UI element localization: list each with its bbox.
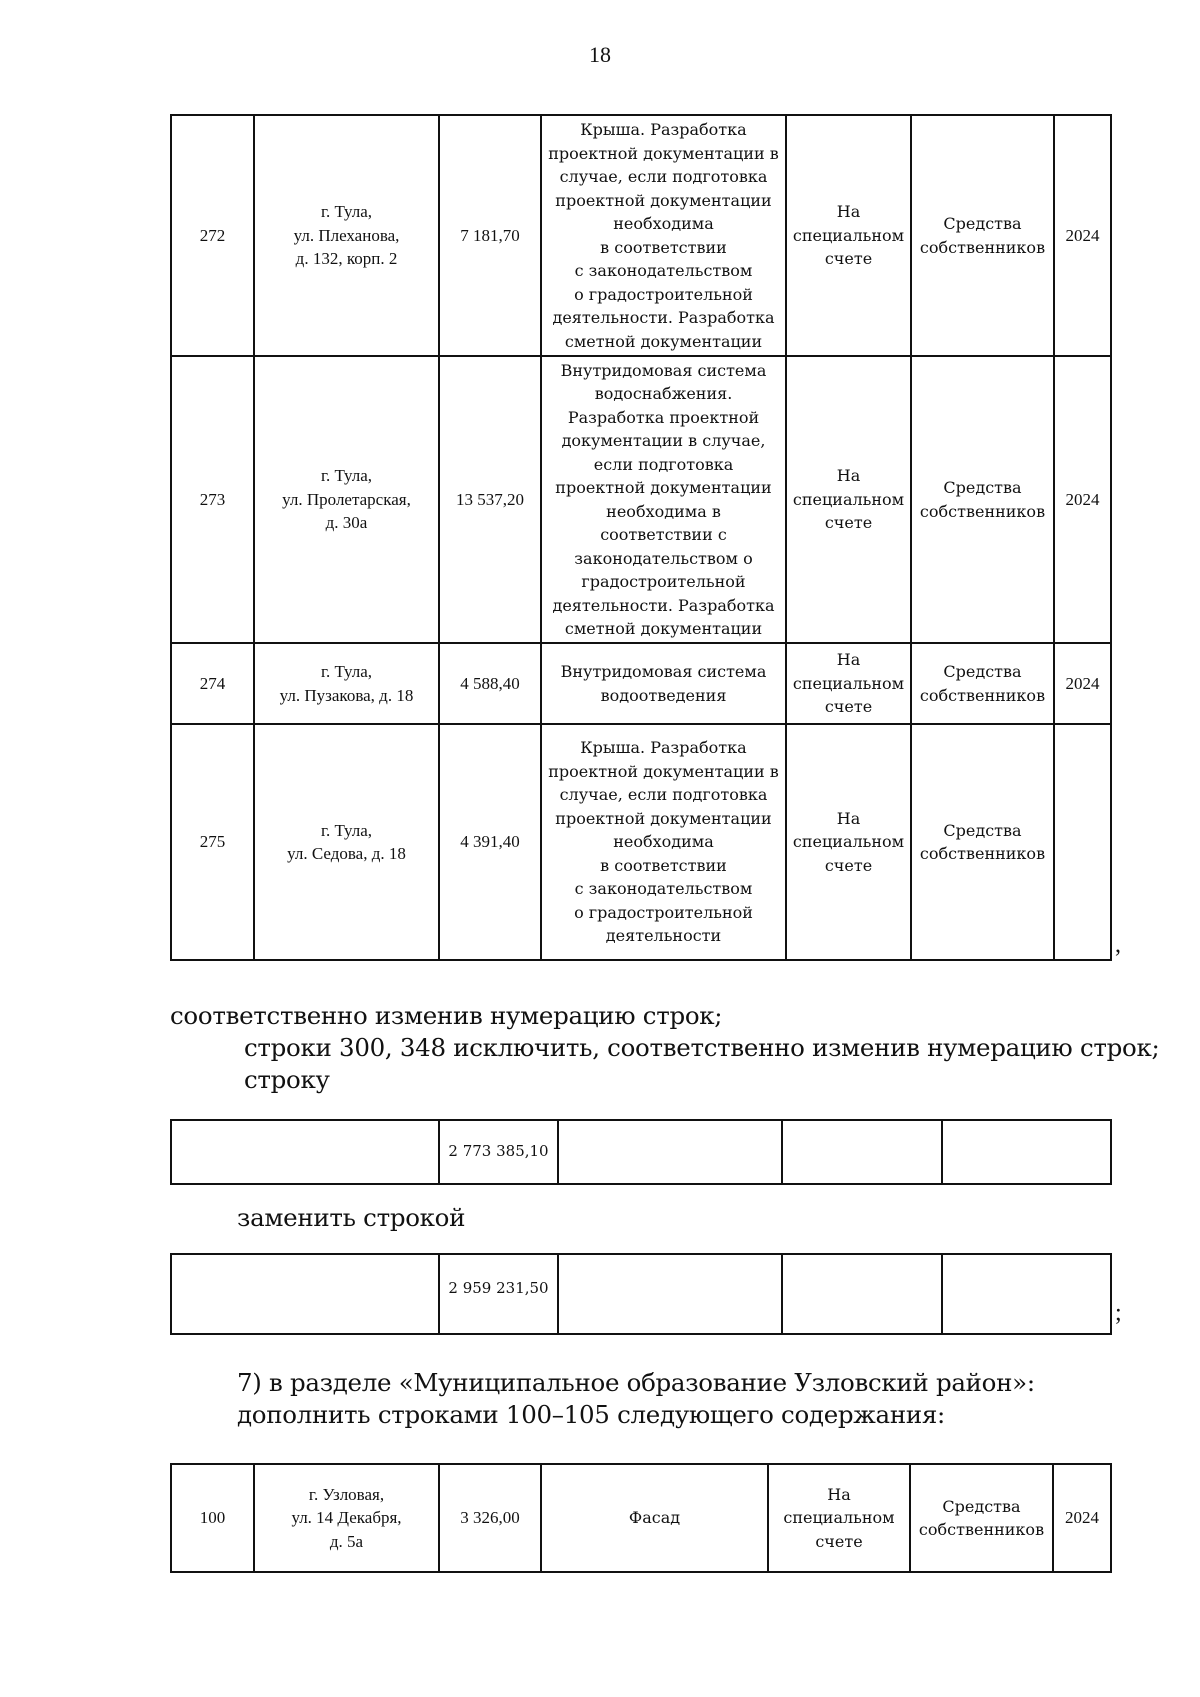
area-cell: 3 326,00 [439, 1464, 541, 1572]
source-line: Средства [942, 1496, 1021, 1516]
description-line: проектной документации в [548, 143, 779, 163]
address-line: г. Тула, [320, 662, 373, 681]
row-number: 272 [171, 115, 254, 356]
funding-source-cell [911, 643, 1054, 724]
description-line: законодательством о [574, 548, 753, 568]
old-row-empty-cell [942, 1120, 1111, 1184]
account-line: счете [824, 697, 873, 717]
address-line: ул. Седова, д. 18 [287, 844, 406, 863]
address-line: д. 132, корп. 2 [295, 249, 398, 269]
address-line: г. Тула, [320, 202, 373, 222]
work-description-cell [541, 356, 786, 643]
table-row [171, 356, 1111, 643]
work-description-cell [541, 115, 786, 356]
page-number: 18 [589, 42, 611, 67]
area-cell: 13 537,20 [439, 356, 541, 643]
text-line-replace-with: заменить строкой [237, 1203, 466, 1232]
address-cell [254, 356, 439, 643]
description-line: необходима [613, 214, 714, 233]
address-cell [254, 1464, 439, 1572]
description-line: проектной документации [555, 190, 772, 210]
description-line: водоснабжения. [594, 384, 733, 403]
new-row-empty-cell [942, 1254, 1111, 1334]
text-line-exclude-rows: строки 300, 348 исключить, соответственно изменив нумерацию строк; [244, 1033, 1160, 1062]
new-row-total-value: 2 959 231,50 [439, 1254, 558, 1334]
new-total-row [170, 1253, 1112, 1335]
text-line-row: строку [244, 1065, 330, 1094]
description-line: Внутридомовая система [560, 662, 767, 681]
section-7-heading: 7) в разделе «Муниципальное образование Узловский район»: [237, 1368, 1035, 1397]
address-line: г. Тула, [320, 466, 373, 486]
description-line: Крыша. Разработка [580, 120, 747, 139]
description-line: Разработка проектной [567, 407, 760, 427]
account-line: специальном [792, 225, 905, 245]
address-line: ул. 14 Декабря, [291, 1508, 402, 1528]
address-line: ул. Плеханова, [293, 225, 400, 245]
description-line: водоотведения [600, 685, 727, 705]
description-line: с законодательством [574, 261, 753, 280]
source-line: Средства [943, 662, 1022, 681]
funding-source-cell [911, 356, 1054, 643]
account-cell [786, 115, 911, 356]
description-line: в соответствии [600, 855, 727, 875]
description-line: деятельности. Разработка [552, 595, 775, 615]
account-line: На [836, 202, 861, 222]
description-line: Внутридомовая система [560, 360, 767, 380]
source-line: собственников [919, 501, 1046, 521]
account-line: На [836, 466, 861, 486]
description-line: соответствии с [600, 525, 727, 544]
source-line: собственников [919, 844, 1046, 863]
year-cell: 2024 [1054, 643, 1111, 724]
address-line: г. Узловая, [308, 1484, 385, 1504]
old-row-empty-cell [782, 1120, 942, 1184]
old-total-row [170, 1119, 1112, 1185]
address-line: д. 30а [325, 513, 368, 533]
text-line-renumber: соответственно изменив нумерацию строк; [170, 1001, 723, 1030]
description-line: Крыша. Разработка [580, 738, 747, 758]
description-line: случае, если подготовка [559, 785, 768, 805]
work-description-cell [541, 643, 786, 724]
year-cell [1054, 724, 1111, 960]
address-cell [254, 643, 439, 724]
address-cell [254, 115, 439, 356]
trailing-semicolon: ; [1115, 1300, 1122, 1326]
account-line: счете [815, 1531, 863, 1551]
source-line: собственников [918, 1520, 1045, 1539]
description-line: с законодательством [574, 879, 753, 899]
row-number: 275 [171, 724, 254, 960]
table-row [171, 724, 1111, 960]
description-line: если подготовка [593, 454, 734, 474]
source-line: Средства [943, 478, 1022, 497]
description-line: документации в случае, [561, 431, 766, 450]
table-row [171, 643, 1111, 724]
old-row-total-value: 2 773 385,10 [439, 1120, 558, 1184]
area-cell: 4 588,40 [439, 643, 541, 724]
description-line: сметной документации [564, 619, 763, 638]
new-row-empty-cell [171, 1254, 439, 1334]
description-line: в соответствии [600, 237, 727, 257]
account-line: счете [824, 249, 873, 269]
funding-source-cell [911, 115, 1054, 356]
description-line: проектной документации в [548, 761, 779, 781]
funding-source-cell [911, 724, 1054, 960]
description-line: деятельности [605, 926, 722, 946]
source-line: собственников [919, 237, 1046, 257]
account-cell [786, 356, 911, 643]
funding-source-cell [910, 1464, 1053, 1572]
address-line: д. 5а [329, 1531, 364, 1551]
account-line: счете [824, 855, 873, 875]
account-line: счете [824, 513, 873, 533]
new-row-empty-cell [558, 1254, 782, 1334]
account-line: На [836, 650, 861, 670]
work-description-cell [541, 724, 786, 960]
row-number: 100 [171, 1464, 254, 1572]
description-line: о градостроительной [574, 284, 753, 304]
description-line: необходима в [606, 501, 721, 521]
account-cell [786, 724, 911, 960]
year-cell: 2024 [1053, 1464, 1111, 1572]
description-line: случае, если подготовка [559, 167, 768, 186]
table-row [171, 115, 1111, 356]
source-line: Средства [943, 820, 1022, 840]
source-line: собственников [919, 685, 1046, 705]
account-line: На [836, 808, 861, 828]
year-cell: 2024 [1054, 115, 1111, 356]
year-cell: 2024 [1054, 356, 1111, 643]
section-7-instruction: дополнить строками 100–105 следующего содержания: [237, 1400, 946, 1429]
row-number: 273 [171, 356, 254, 643]
repair-table-uzlovaya [170, 1463, 1112, 1573]
address-line: ул. Пролетарская, [282, 489, 411, 509]
description-line: о градостроительной [574, 902, 753, 922]
new-row-empty-cell [782, 1254, 942, 1334]
account-line: специальном [792, 489, 905, 509]
account-line: На [827, 1484, 851, 1504]
address-cell [254, 724, 439, 960]
account-line: специальном [792, 832, 905, 852]
old-row-empty-cell [558, 1120, 782, 1184]
description-line: проектной документации [555, 478, 772, 497]
account-line: специальном [792, 673, 905, 693]
account-cell [768, 1464, 910, 1572]
address-line: г. Тула, [320, 820, 373, 840]
account-cell [786, 643, 911, 724]
work-description-cell: Фасад [541, 1464, 768, 1572]
description-line: градостроительной [581, 572, 746, 591]
repair-table-tula [170, 114, 1112, 961]
source-line: Средства [943, 214, 1022, 233]
description-line: необходима [613, 832, 714, 852]
area-cell: 7 181,70 [439, 115, 541, 356]
account-line: специальном [783, 1508, 895, 1528]
address-line: ул. Пузакова, д. 18 [279, 685, 414, 705]
old-row-empty-cell [171, 1120, 439, 1184]
area-cell: 4 391,40 [439, 724, 541, 960]
description-line: проектной документации [555, 808, 772, 828]
trailing-comma: , [1115, 932, 1121, 958]
description-line: сметной документации [564, 331, 763, 351]
table-row [171, 1464, 1111, 1572]
row-number: 274 [171, 643, 254, 724]
description-line: деятельности. Разработка [552, 308, 775, 327]
